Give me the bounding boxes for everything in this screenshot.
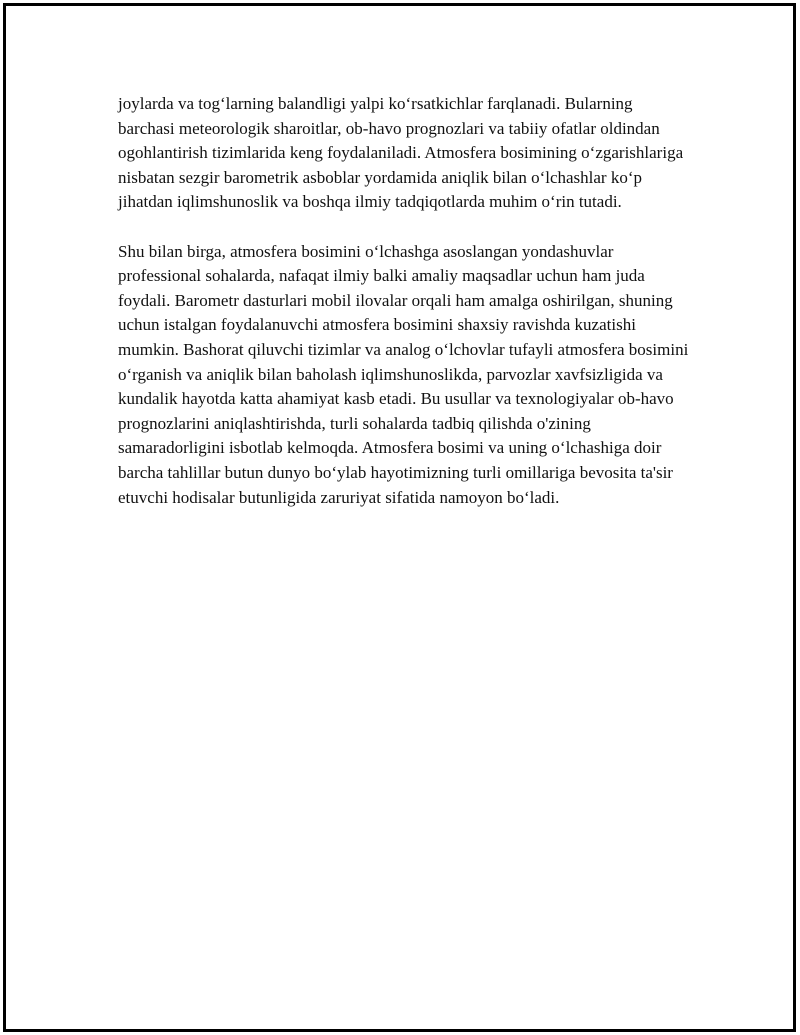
document-body	[118, 92, 693, 510]
paragraph-1: joylarda va tog‘larning balandligi yalpi ko‘rsatkichlar farqlanadi. Bularning barchasi meteorologik sharoitlar, ob-havo prognozlari va tabiiy ofatlar oldindan ogohlantirish tizimlarida keng foydalaniladi. Atmosfera bosimining o‘zgarishlariga nisbatan sezgir barometrik asboblar yordamida aniqlik bilan o‘lchashlar ko‘p jihatdan iqlimshunoslik va boshqa ilmiy tadqiqotlarda muhim o‘rin tutadi.	[118, 94, 684, 212]
paragraph-2: Shu bilan birga, atmosfera bosimini o‘lchashga asoslangan yondashuvlar professional sohalarda, nafaqat ilmiy balki amaliy maqsadlar uchun ham juda foydali. Barometr dasturlari mobil ilovalar orqali ham amalga oshirilgan, shuning uchun istalgan foydalanuvchi atmosfera bosimini shaxsiy ravishda kuzatishi mumkin. Bashorat qiluvchi tizimlar va analog o‘lchovlar tufayli atmosfera bosimini o‘rganish va aniqlik bilan baholash iqlimshunoslikda, parvozlar xavfsizligida va kundalik hayotda katta ahamiyat kasb etadi. Bu usullar va texnologiyalar ob-havo prognozlarini aniqlashtirishda, turli sohalarda tadbiq qilishda o'zining samaradorligini isbotlab kelmoqda. Atmosfera bosimi va uning o‘lchashiga doir barcha tahlillar butun dunyo bo‘ylab hayotimizning turli omillariga bevosita ta'sir etuvchi hodisalar butunligida zaruriyat sifatida namoyon bo‘ladi.	[118, 241, 689, 507]
